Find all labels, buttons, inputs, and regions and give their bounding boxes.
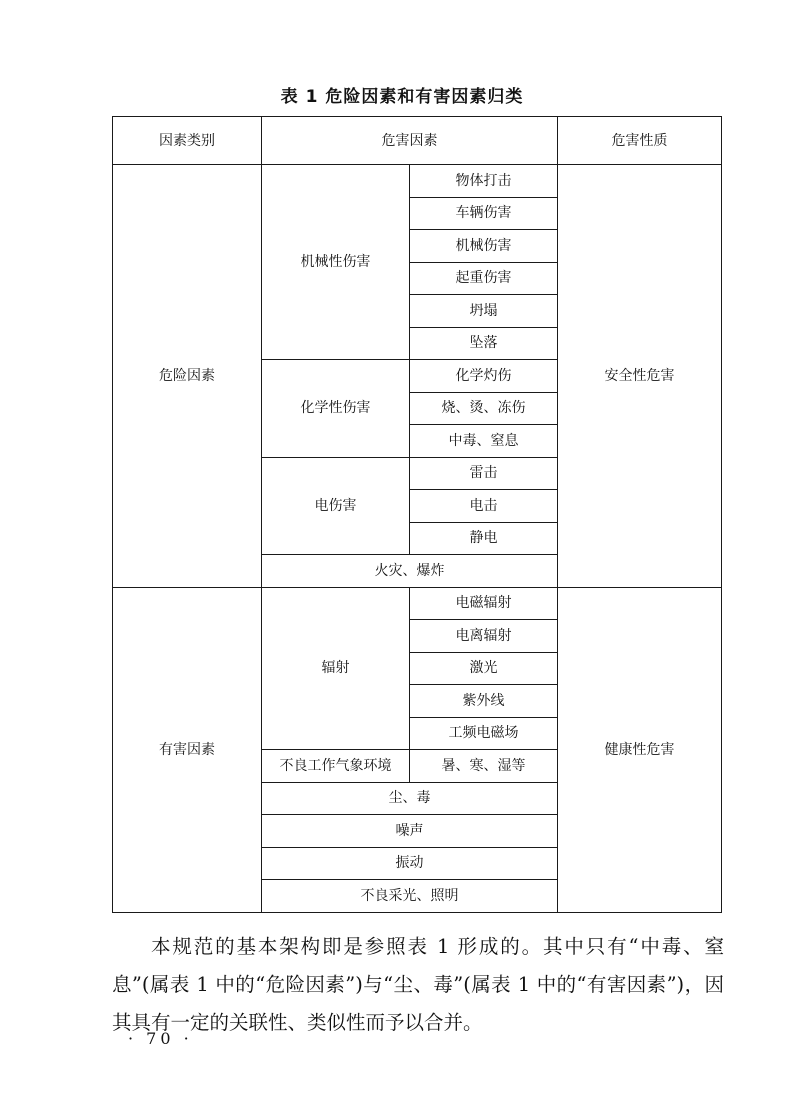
factor-cell: 坍塌 — [410, 295, 558, 328]
factor-cell: 电击 — [410, 490, 558, 523]
factor-vibration: 振动 — [262, 847, 558, 880]
group-radiation: 辐射 — [262, 587, 410, 750]
factor-cell: 激光 — [410, 652, 558, 685]
factor-cell: 紫外线 — [410, 685, 558, 718]
paragraph-text: 本规范的基本架构即是参照表 1 形成的。其中只有“中毒、窒息”(属表 1 中的“危险因素”)与“尘、毒”(属表 1 中的“有害因素”)，因其具有一定的关联性、类似性而予以合并。 — [112, 935, 724, 1034]
factor-cell: 机械伤害 — [410, 230, 558, 263]
page-number: · 70 · — [128, 1029, 193, 1048]
header-category: 因素类别 — [113, 117, 262, 165]
group-weather: 不良工作气象环境 — [262, 750, 410, 783]
factor-cell: 暑、寒、湿等 — [410, 750, 558, 783]
factor-cell: 工频电磁场 — [410, 717, 558, 750]
factor-lighting: 不良采光、照明 — [262, 880, 558, 913]
group-chemical: 化学性伤害 — [262, 360, 410, 458]
table-row — [113, 165, 722, 198]
hazard-classification-table — [112, 116, 722, 913]
factor-cell: 物体打击 — [410, 165, 558, 198]
nature-health: 健康性危害 — [558, 587, 722, 912]
group-electrical: 电伤害 — [262, 457, 410, 555]
factor-cell: 烧、烫、冻伤 — [410, 392, 558, 425]
factor-cell: 坠落 — [410, 327, 558, 360]
header-nature: 危害性质 — [558, 117, 722, 165]
table-caption: 表 1 危险因素和有害因素归类 — [280, 87, 524, 107]
header-factors: 危害因素 — [262, 117, 558, 165]
body-paragraph — [112, 928, 724, 1042]
factor-fire: 火灾、爆炸 — [262, 555, 558, 588]
category-harmful: 有害因素 — [113, 587, 262, 912]
factor-dust-poison: 尘、毒 — [262, 782, 558, 815]
group-mechanical: 机械性伤害 — [262, 165, 410, 360]
factor-cell: 起重伤害 — [410, 262, 558, 295]
category-danger: 危险因素 — [113, 165, 262, 588]
factor-cell: 雷击 — [410, 457, 558, 490]
factor-cell: 静电 — [410, 522, 558, 555]
factor-cell: 中毒、窒息 — [410, 425, 558, 458]
factor-cell: 车辆伤害 — [410, 197, 558, 230]
nature-safety: 安全性危害 — [558, 165, 722, 588]
table-header-row — [113, 117, 722, 165]
table-row — [113, 587, 722, 620]
factor-cell: 化学灼伤 — [410, 360, 558, 393]
factor-cell: 电磁辐射 — [410, 587, 558, 620]
factor-noise: 噪声 — [262, 815, 558, 848]
factor-cell: 电离辐射 — [410, 620, 558, 653]
